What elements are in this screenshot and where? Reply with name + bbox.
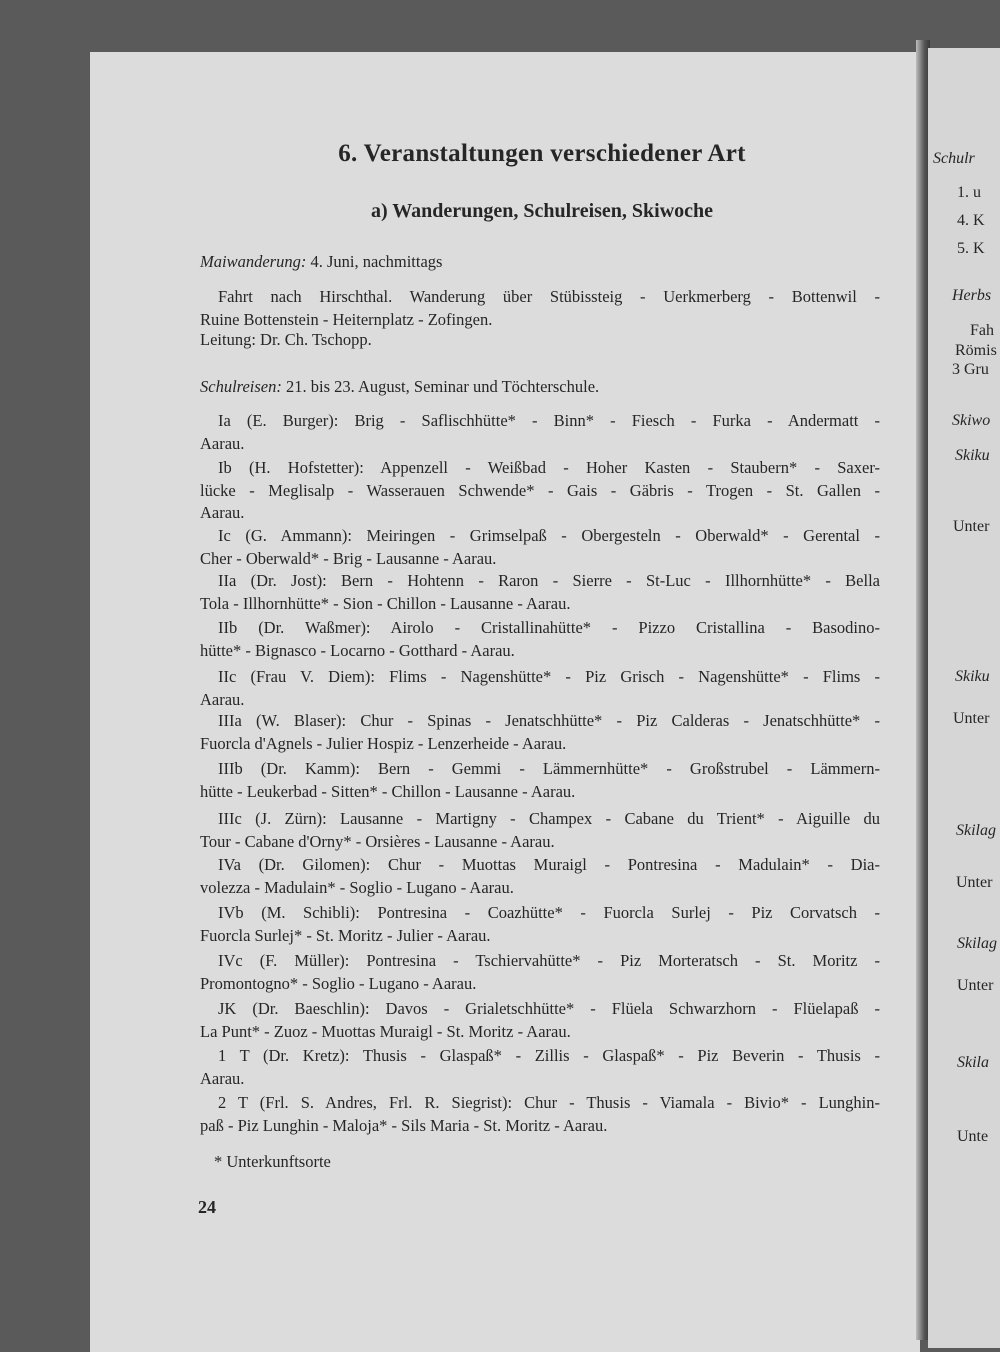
right-page-line: Schulr [933, 150, 975, 167]
trip-entry [200, 666, 880, 711]
schulreisen-label: Schulreisen: [200, 377, 282, 396]
maiwanderung-date: 4. Juni, nachmittags [306, 252, 443, 271]
text-line: Aarau. [200, 503, 245, 522]
text-line: IIc (Frau V. Diem): Flims - Nagenshütte* - Piz Grisch - Nagenshütte* - Flims - [218, 667, 880, 686]
text-line: 2 T (Frl. S. Andres, Frl. R. Siegrist): Chur - Thusis - Viamala - Bivio* - Lunghin- [218, 1093, 880, 1112]
trip-entry [200, 410, 880, 455]
right-page-line: Unter [953, 710, 990, 727]
section-heading: 6. Veranstaltungen verschiedener Art [338, 140, 746, 167]
text-line: lücke - Meglisalp - Wasserauen Schwende* - Gais - Gäbris - Trogen - St. Gallen - [200, 480, 880, 500]
text-line: volezza - Madulain* - Soglio - Lugano - Aarau. [200, 877, 514, 897]
text-line: 1 T (Dr. Kretz): Thusis - Glaspaß* - Zillis - Glaspaß* - Piz Beverin - Thusis - [218, 1046, 880, 1065]
schulreisen-date: 21. bis 23. August, Seminar und Töchterschule. [281, 377, 600, 396]
text-line: IIIa (W. Blaser): Chur - Spinas - Jenatschhütte* - Piz Calderas - Jenatschhütte* - [218, 711, 880, 730]
maiwanderung-line [200, 252, 442, 272]
page-number: 24 [198, 1197, 216, 1217]
trip-entry [200, 950, 880, 995]
right-page-line: Römis [955, 342, 997, 359]
trip-entry [200, 525, 880, 570]
trip-entry [200, 808, 880, 853]
text-line: Tola - Illhornhütte* - Sion - Chillon - Lausanne - Aarau. [200, 593, 571, 613]
trip-entry [200, 1045, 880, 1090]
text-line: Fuorcla d'Agnels - Julier Hospiz - Lenzerheide - Aarau. [200, 733, 567, 753]
right-page-line: 1. u [957, 184, 981, 201]
schulreisen-line [200, 377, 599, 397]
right-page-line: 4. K [957, 212, 985, 229]
trip-entry [200, 758, 880, 803]
right-page-line: Unte [957, 1128, 989, 1145]
text-line: Ib (H. Hofstetter): Appenzell - Weißbad - Hoher Kasten - Staubern* - Saxer- [218, 458, 880, 477]
trip-entry [200, 570, 880, 615]
text-line: La Punt* - Zuoz - Muottas Muraigl - St. Moritz - Aarau. [200, 1021, 571, 1041]
right-page-line: Skilag [956, 822, 996, 839]
text-line: IVc (F. Müller): Pontresina - Tschiervahütte* - Piz Morteratsch - St. Moritz - [218, 951, 880, 970]
right-page-line: Skiku [955, 668, 990, 685]
footnote: * Unterkunftsorte [214, 1152, 331, 1171]
right-page-line: Unter [957, 977, 994, 994]
text-line: IVb (M. Schibli): Pontresina - Coazhütte* - Fuorcla Surlej - Piz Corvatsch - [218, 903, 880, 922]
right-page-line: Skiku [955, 447, 990, 464]
text-line: paß - Piz Lunghin - Maloja* - Sils Maria - St. Moritz - Aarau. [200, 1115, 608, 1135]
trip-entry [200, 457, 880, 525]
right-page-line: Skiwo [952, 412, 991, 429]
maiwanderung-label: Maiwanderung: [200, 252, 307, 271]
right-page-line: 3 Gru [952, 361, 989, 378]
text-line: Aarau. [200, 689, 245, 709]
text-line: IIa (Dr. Jost): Bern - Hohtenn - Raron - Sierre - St-Luc - Illhornhütte* - Bella [218, 571, 880, 590]
text-line: Fuorcla Surlej* - St. Moritz - Julier - Aarau. [200, 925, 491, 945]
text-line: JK (Dr. Baeschlin): Davos - Grialetschhütte* - Flüela Schwarzhorn - Flüelapaß - [218, 999, 880, 1018]
subsection-heading: a) Wanderungen, Schulreisen, Skiwoche [370, 200, 714, 222]
text-line: Aarau. [200, 1068, 245, 1088]
text-line: Ruine Bottenstein - Heiternplatz - Zofingen. [200, 309, 493, 329]
text-line: Promontogno* - Soglio - Lugano - Aarau. [200, 973, 477, 993]
text-line: Fahrt nach Hirschthal. Wanderung über Stübissteig - Uerkmerberg - Bottenwil - [218, 287, 880, 306]
text-line: Ic (G. Ammann): Meiringen - Grimselpaß - Obergesteln - Oberwald* - Gerental - [218, 526, 880, 545]
right-page-line: 5. K [957, 240, 985, 257]
trip-entry [200, 710, 880, 755]
text-line: IIIb (Dr. Kamm): Bern - Gemmi - Lämmernhütte* - Großstrubel - Lämmern- [218, 759, 880, 778]
text-line: Tour - Cabane d'Orny* - Orsières - Lausanne - Aarau. [200, 831, 555, 851]
right-page-line: Unter [956, 874, 993, 891]
text-line: IIb (Dr. Waßmer): Airolo - Cristallinahütte* - Pizzo Cristallina - Basodino- [218, 618, 880, 637]
right-page-line: Unter [953, 518, 990, 535]
trip-entry [200, 902, 880, 947]
right-page-line: Skilag [957, 935, 997, 952]
right-page-line: Fah [970, 322, 994, 339]
trip-entry [200, 854, 880, 899]
trip-entry [200, 617, 880, 662]
right-page-line: Skila [957, 1054, 989, 1071]
leitung: Leitung: Dr. Ch. Tschopp. [200, 330, 372, 349]
text-line: hütte - Leukerbad - Sitten* - Chillon - Lausanne - Aarau. [200, 781, 576, 801]
text-line: Cher - Oberwald* - Brig - Lausanne - Aarau. [200, 548, 497, 568]
trip-entry [200, 998, 880, 1043]
maiwanderung-description [200, 286, 880, 331]
text-line: Ia (E. Burger): Brig - Saflischhütte* - Binn* - Fiesch - Furka - Andermatt - [218, 411, 880, 430]
text-line: IIIc (J. Zürn): Lausanne - Martigny - Champex - Cabane du Trient* - Aiguille du [218, 809, 880, 828]
text-line: hütte* - Bignasco - Locarno - Gotthard - Aarau. [200, 640, 515, 660]
text-line: Aarau. [200, 433, 245, 453]
right-page-line: Herbs [952, 287, 992, 304]
trip-entry [200, 1092, 880, 1137]
text-line: IVa (Dr. Gilomen): Chur - Muottas Muraigl - Pontresina - Madulain* - Dia- [218, 855, 880, 874]
